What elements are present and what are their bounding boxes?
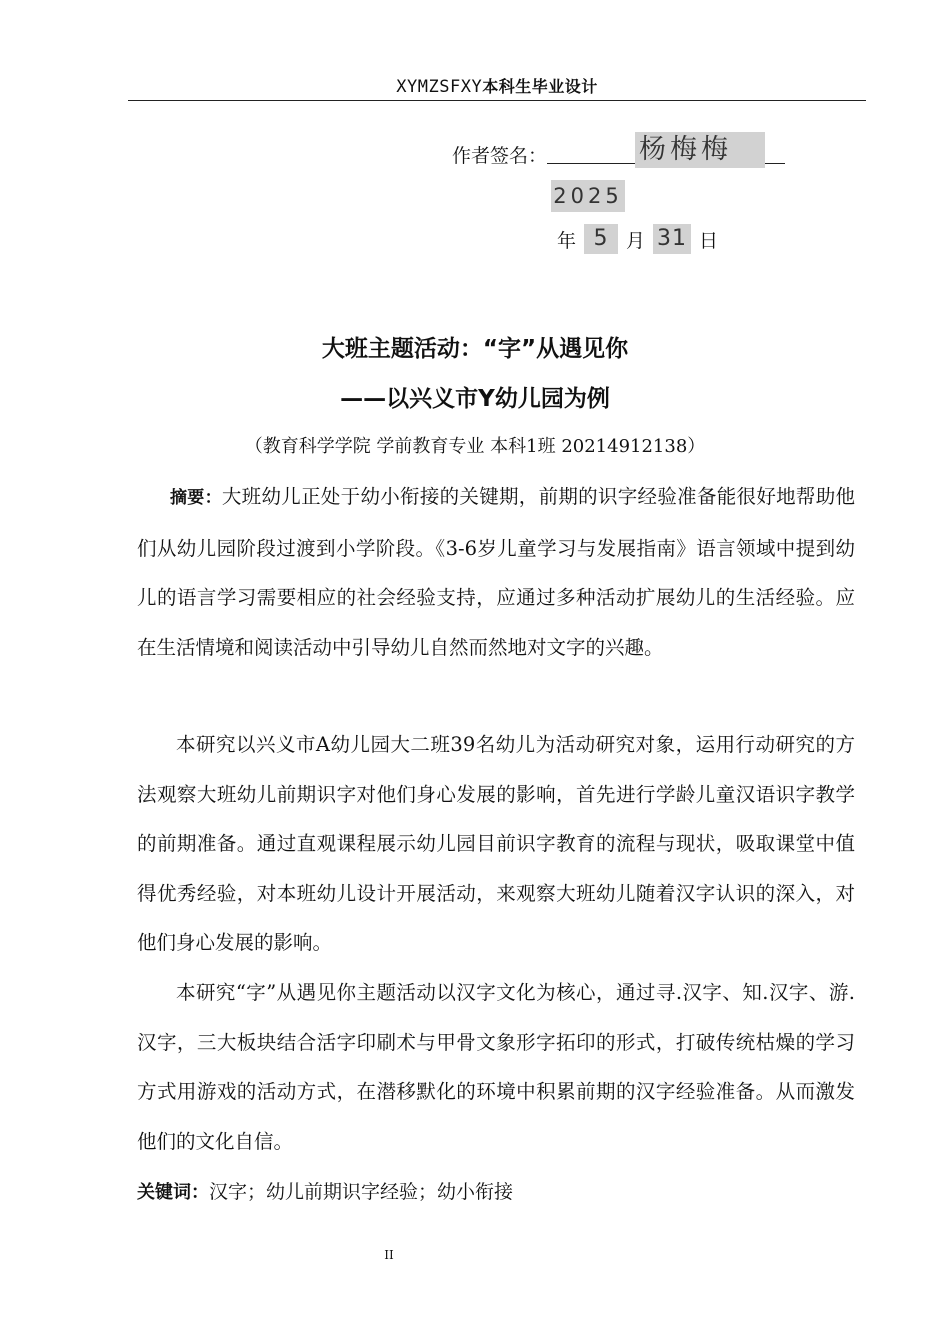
handwritten-year: 2025 [551,180,625,212]
keywords-label: 关键词： [137,1182,209,1203]
year-label: 年 [557,229,577,252]
handwritten-day: 31 [653,224,691,254]
header-code: XYMZSFXY [396,77,483,97]
abstract-label: 摘要： [170,488,222,508]
signature-date-row [557,222,718,256]
thesis-subtitle: ——以兴义市Y幼儿园为例 [340,386,610,412]
signature-label: 作者签名： [452,145,548,167]
header-title: 本科生毕业设计 [482,77,598,96]
abstract-text-1: 大班幼儿正处于幼小衔接的关键期，前期的识字经验准备能很好地帮助他们从幼儿园阶段过渡到小学阶段。《3-6岁儿童学习与发展指南》语言领域中提到幼儿的语言学习需要相应的社会经验支持，应通过多种活动扩展幼儿的生活经验。应在生活情境和阅读活动中引导幼儿自然而然地对文字的兴趣。 [137,485,855,659]
page-header [128,74,866,101]
month-label: 月 [626,229,646,252]
abstract-paragraph-1 [137,472,855,672]
author-signature-row [452,134,785,168]
abstract-paragraph-3: 本研究“字”从遇见你主题活动以汉字文化为核心，通过寻.汉字、知.汉字、游.汉字，三大板块结合活字印刷术与甲骨文象形字拓印的形式，打破传统枯燥的学习方式用游戏的活动方式，在潜移默化的环境中积累前期的汉字经验准备。从而激发他们的文化自信。 [137,981,855,1153]
handwritten-month: 5 [584,224,618,254]
keywords-text: 汉字；幼儿前期识字经验；幼小衔接 [209,1181,514,1203]
abstract-paragraph-2: 本研究以兴义市A幼儿园大二班39名幼儿为活动研究对象，运用行动研究的方法观察大班幼儿前期识字对他们身心发展的影响，首先进行学龄儿童汉语识字教学的前期准备。通过直观课程展示幼儿园目前识字教育的流程与现状，吸取课堂中值得优秀经验，对本班幼儿设计开展活动，来观察大班幼儿随着汉字认识的深入，对他们身心发展的影响。 [137,733,855,954]
author-affiliation: （教育科学学院 学前教育专业 本科1班 20214912138） [244,436,706,457]
signature-line-tail [765,162,785,164]
handwritten-signature: 杨梅梅 [635,132,765,168]
signature-line [547,162,635,164]
thesis-title: 大班主题活动：“字”从遇见你 [321,336,629,362]
page-number: II [384,1248,394,1262]
keywords-line [137,1168,513,1217]
day-label: 日 [699,229,719,252]
